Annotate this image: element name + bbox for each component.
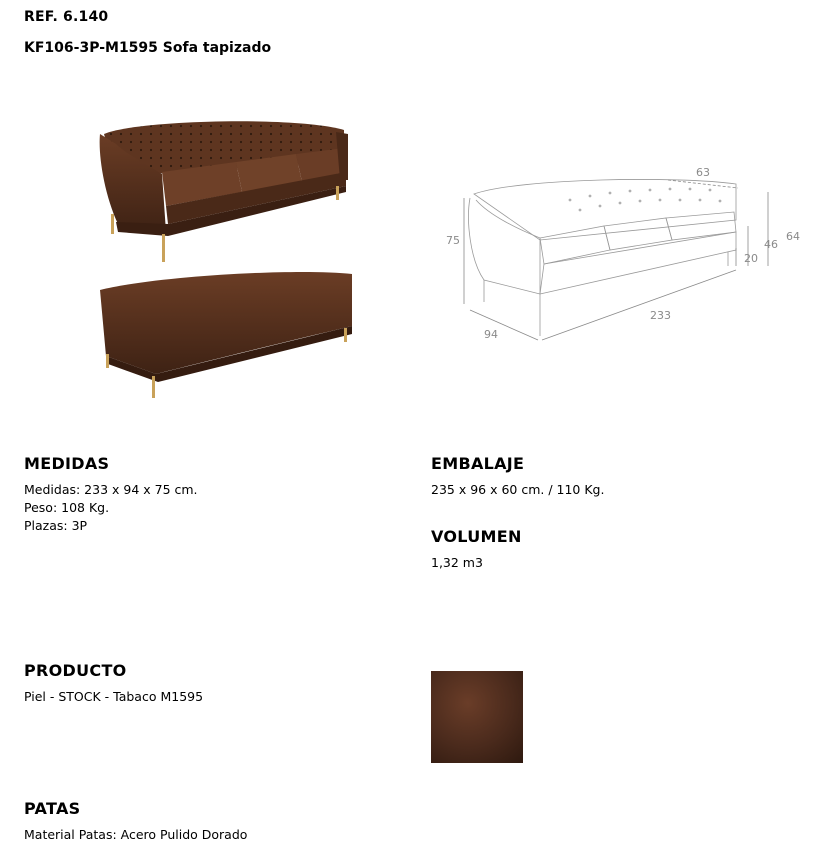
producto-heading: PRODUCTO [24,661,127,680]
sofa-back-photo [96,268,356,400]
leather-swatch [431,671,523,763]
dim-height-left: 75 [446,234,460,247]
volumen-heading: VOLUMEN [431,527,522,546]
dim-seat-height: 46 [764,238,778,251]
product-title: KF106-3P-M1595 Sofa tapizado [24,40,272,56]
medidas-line: Medidas: 233 x 94 x 75 cm. [24,482,198,497]
dim-depth: 94 [484,328,498,341]
producto-text: Piel - STOCK - Tabaco M1595 [24,689,204,704]
patas-text: Material Patas: Acero Pulido Dorado [24,827,248,842]
embalaje-text: 235 x 96 x 60 cm. / 110 Kg. [431,482,605,497]
dim-arm: 20 [744,252,758,265]
dim-depth-top: 63 [696,166,710,179]
dim-height-right: 64 [786,230,800,243]
plazas-line: Plazas: 3P [24,518,88,533]
volumen-text: 1,32 m3 [431,555,483,570]
embalaje-heading: EMBALAJE [431,454,525,473]
dimension-drawing [440,160,810,350]
peso-line: Peso: 108 Kg. [24,500,110,515]
medidas-heading: MEDIDAS [24,454,110,473]
reference-number: REF. 6.140 [24,9,109,25]
dim-width: 233 [650,309,671,322]
patas-heading: PATAS [24,799,81,818]
sofa-front-photo [96,114,352,266]
